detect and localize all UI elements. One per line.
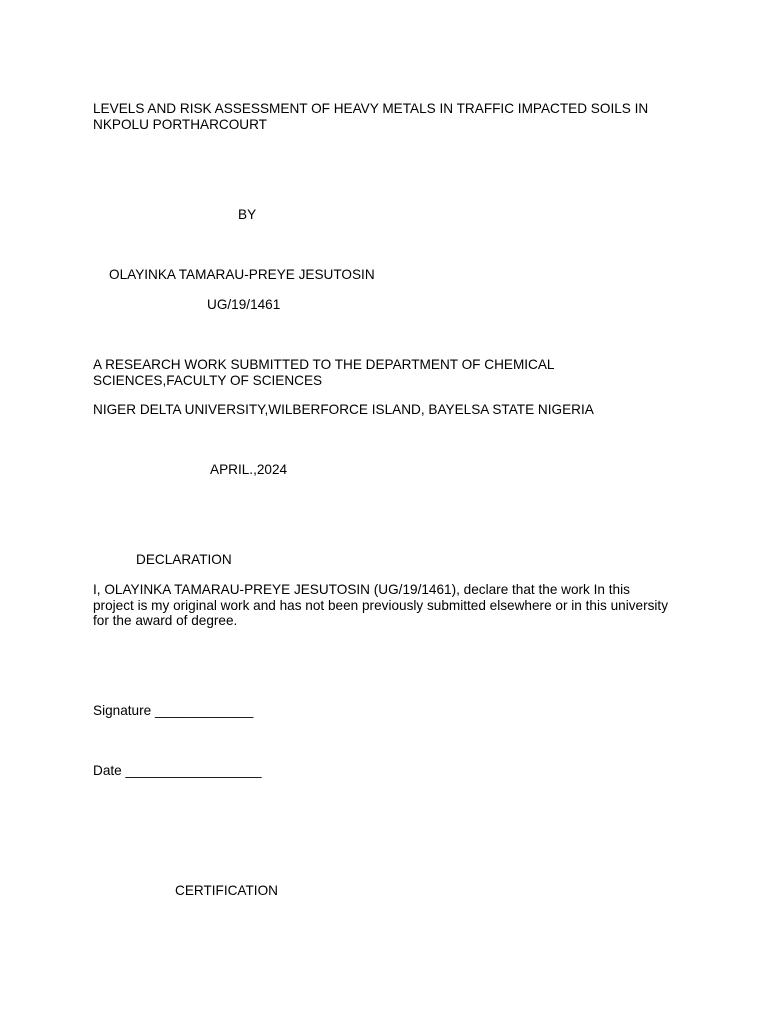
submission-date: APRIL.,2024 <box>210 462 288 477</box>
declaration-heading: DECLARATION <box>136 552 232 567</box>
certification-heading: CERTIFICATION <box>175 883 278 898</box>
by-label: BY <box>238 207 257 222</box>
submission-statement: A RESEARCH WORK SUBMITTED TO THE DEPARTMENT OF CHEMICAL SCIENCES,FACULTY OF SCIENCES <box>93 357 558 388</box>
signature-line: Signature _____________ <box>93 703 254 718</box>
date-line: Date __________________ <box>93 763 262 778</box>
document-title: LEVELS AND RISK ASSESSMENT OF HEAVY METALS IN TRAFFIC IMPACTED SOILS IN NKPOLU PORTHARCOURT <box>93 101 652 132</box>
author-name: OLAYINKA TAMARAU-PREYE JESUTOSIN <box>109 267 375 282</box>
matric-number: UG/19/1461 <box>207 297 281 312</box>
institution-name: NIGER DELTA UNIVERSITY,WILBERFORCE ISLAND, BAYELSA STATE NIGERIA <box>93 402 594 417</box>
declaration-body: I, OLAYINKA TAMARAU-PREYE JESUTOSIN (UG/19/1461), declare that the work In this project is my original work and has not been previously submitted elsewhere or in this university for the award of degree. <box>93 582 672 628</box>
